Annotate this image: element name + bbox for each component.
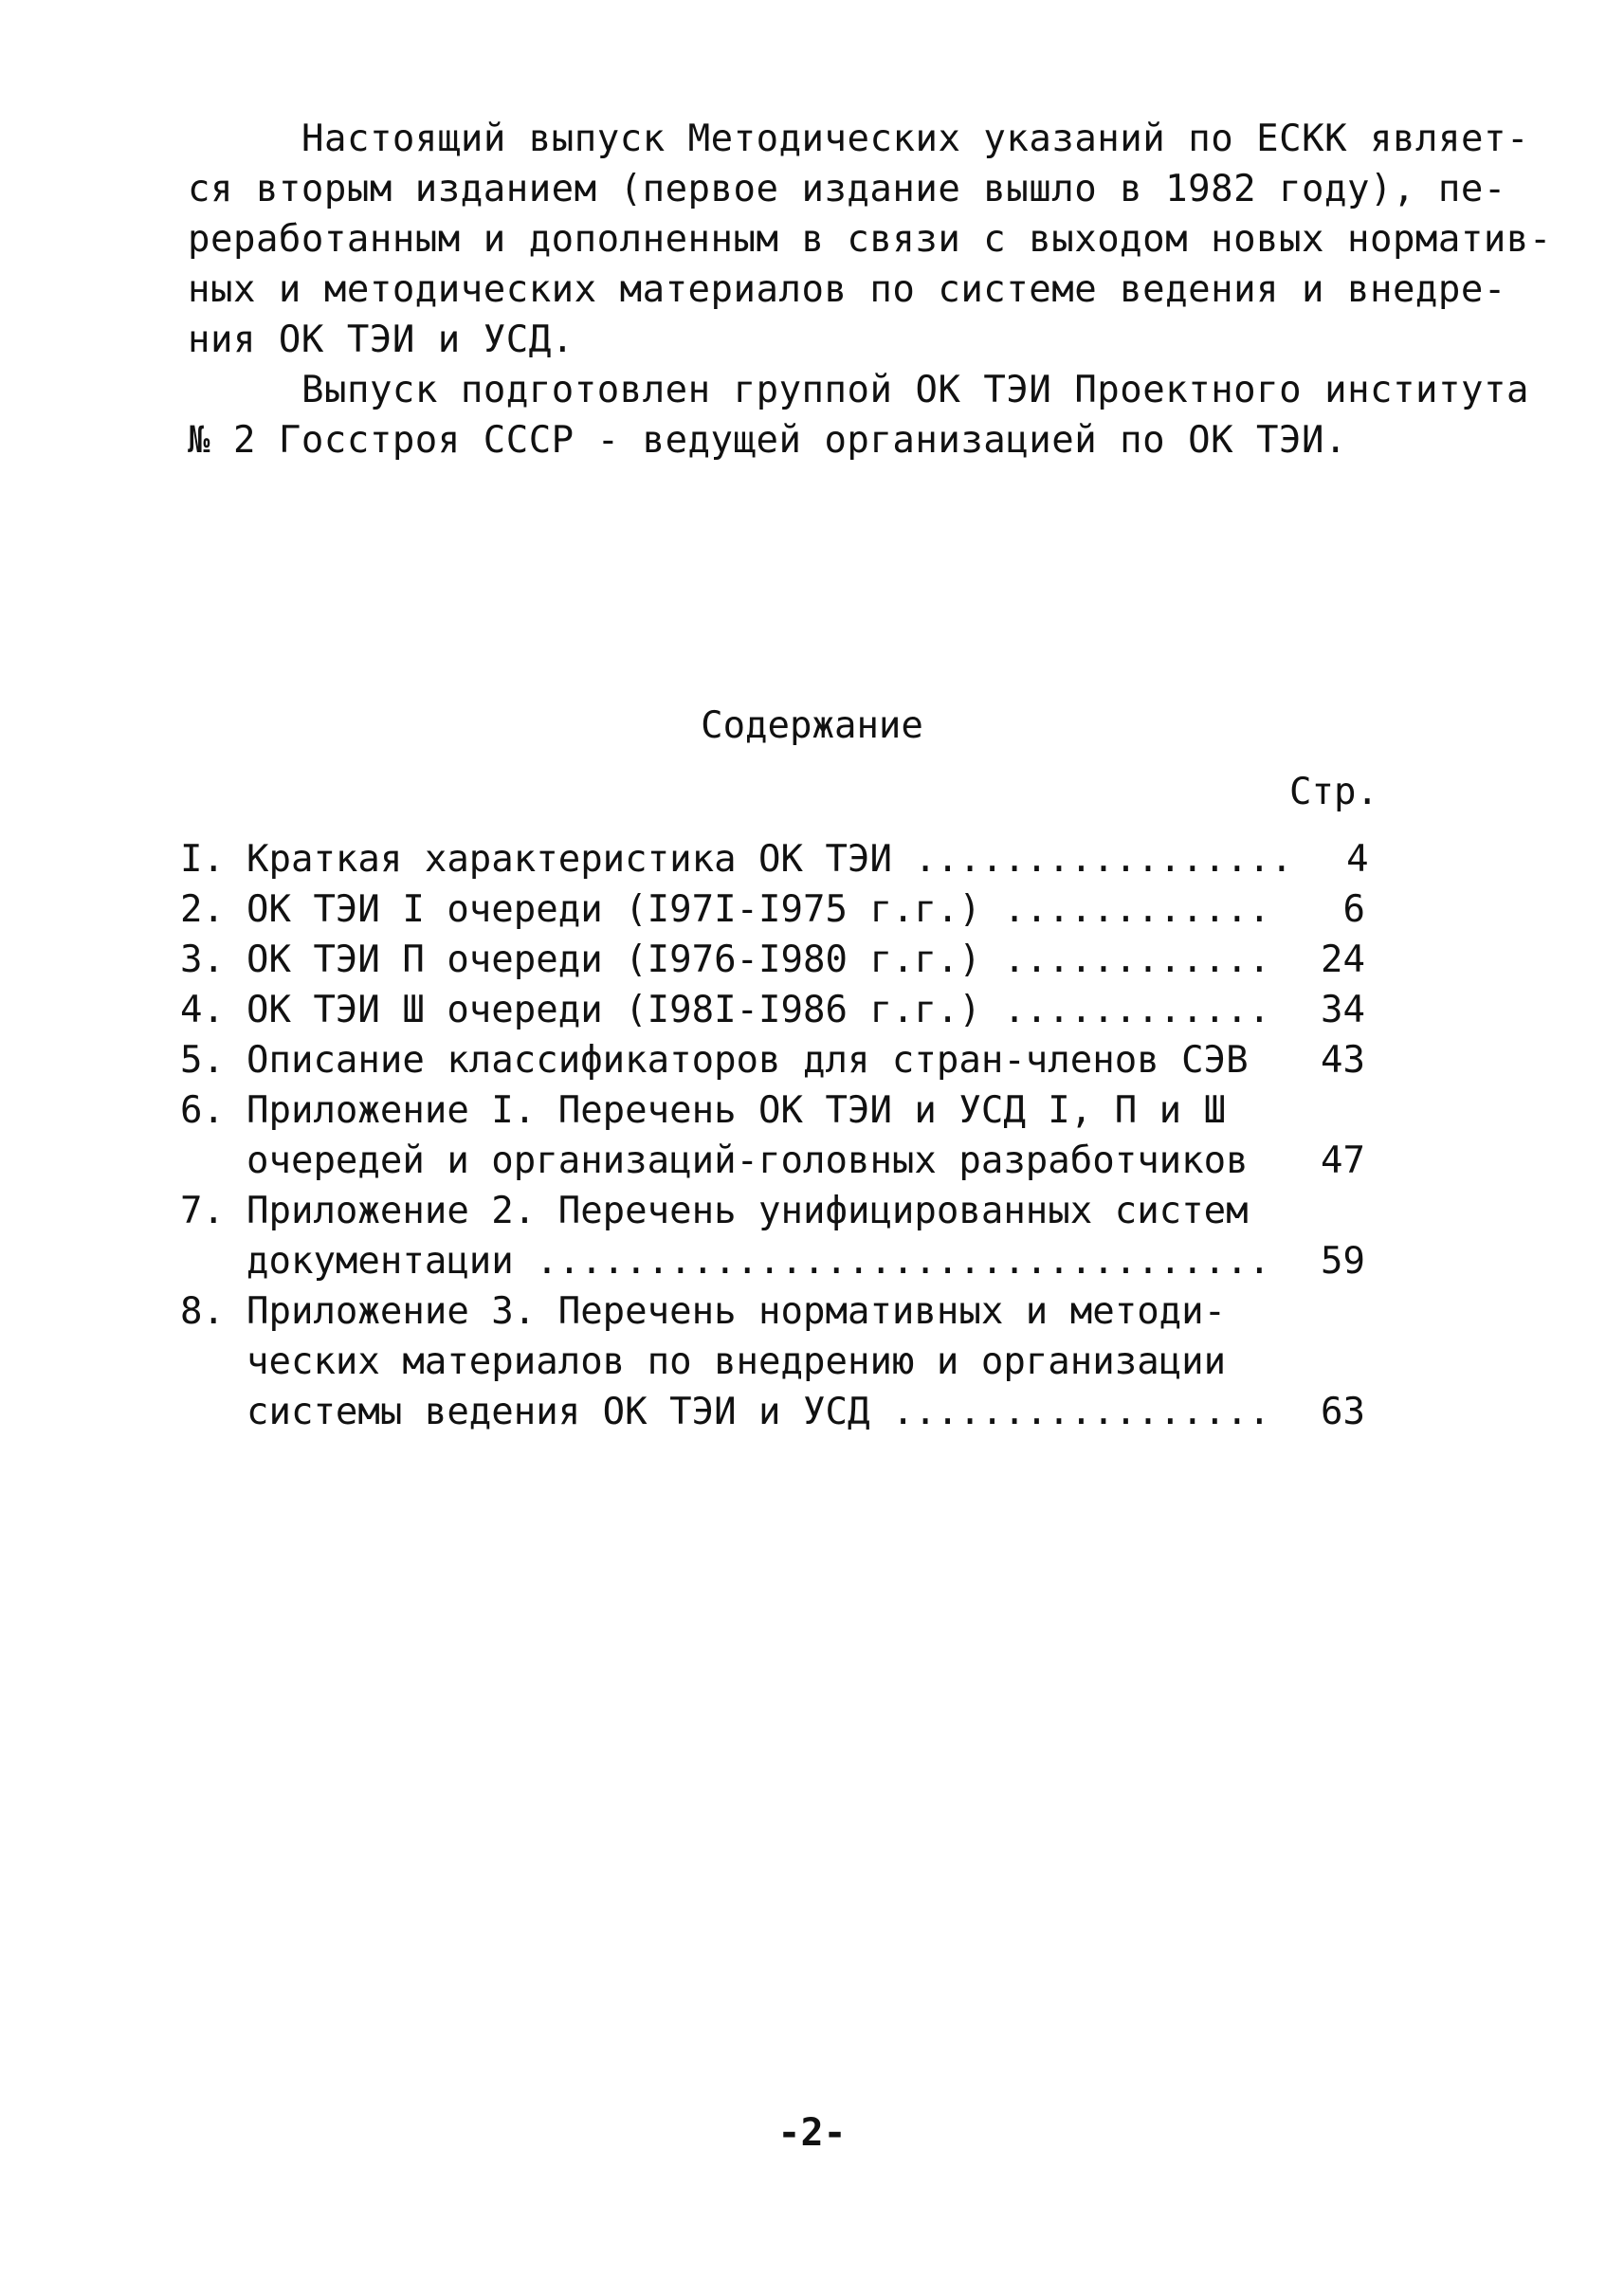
toc-page-header: Стр. <box>1289 771 1378 813</box>
toc-item-number: 4. <box>180 989 225 1031</box>
toc-item-page: 24 <box>1321 938 1365 981</box>
toc-item-page: 6 <box>1342 888 1365 931</box>
toc-item-text: ОК ТЭИ Ш очереди (I98I-I986 г.г.) ............ <box>246 989 1271 1031</box>
toc-item-number: 2. <box>180 888 225 931</box>
toc-item-number: 5. <box>180 1039 225 1082</box>
text-line: ся вторым изданием (первое издание вышло в 1982 году), пе- <box>188 168 1506 210</box>
toc-item-number: I. <box>180 838 225 881</box>
toc-item-text: Краткая характеристика ОК ТЭИ ................. <box>246 838 1293 881</box>
toc-item <box>180 1286 1365 1337</box>
toc-item-text: Приложение 3. Перечень нормативных и методи- <box>246 1290 1227 1333</box>
intro-paragraph-1 <box>188 114 1552 365</box>
toc-item-page: 47 <box>1321 1139 1365 1182</box>
toc-item-text: Приложение 2. Перечень унифицированных систем <box>246 1190 1249 1232</box>
toc-item-page: 4 <box>1346 838 1369 881</box>
toc-item-number: 7. <box>180 1190 225 1232</box>
toc-item <box>180 834 1369 884</box>
intro-text <box>188 114 1552 465</box>
intro-paragraph-2 <box>188 365 1529 465</box>
toc-item-text: ОК ТЭИ П очереди (I976-I980 г.г.) ............ <box>246 938 1271 981</box>
toc-item-text: ческих материалов по внедрению и организации <box>246 1340 1227 1383</box>
toc-item-number: 6. <box>180 1089 225 1132</box>
toc-item-continuation <box>180 1387 1365 1437</box>
toc-item-page: 43 <box>1321 1039 1365 1082</box>
toc-item-page: 59 <box>1321 1240 1365 1283</box>
toc-item <box>180 1035 1365 1085</box>
toc-item-text: Приложение I. Перечень ОК ТЭИ и УСД I, П и Ш <box>246 1089 1227 1132</box>
text-line: ных и методических материалов по системе ведения и внедре- <box>188 268 1506 311</box>
toc-item <box>180 935 1365 985</box>
toc-item <box>180 1085 1365 1136</box>
toc-item-text: очередей и организаций-головных разработчиков <box>246 1139 1249 1182</box>
toc-item-page: 63 <box>1321 1391 1365 1433</box>
toc-item-number: 8. <box>180 1290 225 1333</box>
page-number: -2- <box>777 2111 847 2155</box>
table-of-contents <box>180 834 1369 1437</box>
text-line: ния ОК ТЭИ и УСД. <box>188 319 575 361</box>
toc-item-continuation <box>180 1337 1365 1387</box>
toc-item-text: документации ................................. <box>246 1240 1271 1283</box>
toc-item <box>180 1186 1365 1236</box>
text-line: Настоящий выпуск Методических указаний по ЕСКК являет- <box>301 118 1529 160</box>
toc-item-text: ОК ТЭИ I очереди (I97I-I975 г.г.) ............ <box>246 888 1271 931</box>
toc-item-continuation <box>180 1236 1365 1286</box>
text-line: № 2 Госстроя СССР - ведущей организацией по ОК ТЭИ. <box>188 419 1347 462</box>
toc-item <box>180 985 1365 1035</box>
toc-item-continuation <box>180 1136 1365 1186</box>
toc-item <box>180 884 1365 935</box>
toc-title: Содержание <box>701 704 923 747</box>
toc-item-page: 34 <box>1321 989 1365 1031</box>
toc-item-number: 3. <box>180 938 225 981</box>
toc-item-text: Описание классификаторов для стран-членов СЭВ <box>246 1039 1249 1082</box>
text-line: Выпуск подготовлен группой ОК ТЭИ Проектного института <box>301 369 1529 411</box>
toc-item-text: системы ведения ОК ТЭИ и УСД ................. <box>246 1391 1271 1433</box>
text-line: реработанным и дополненным в связи с выходом новых норматив- <box>188 218 1552 261</box>
